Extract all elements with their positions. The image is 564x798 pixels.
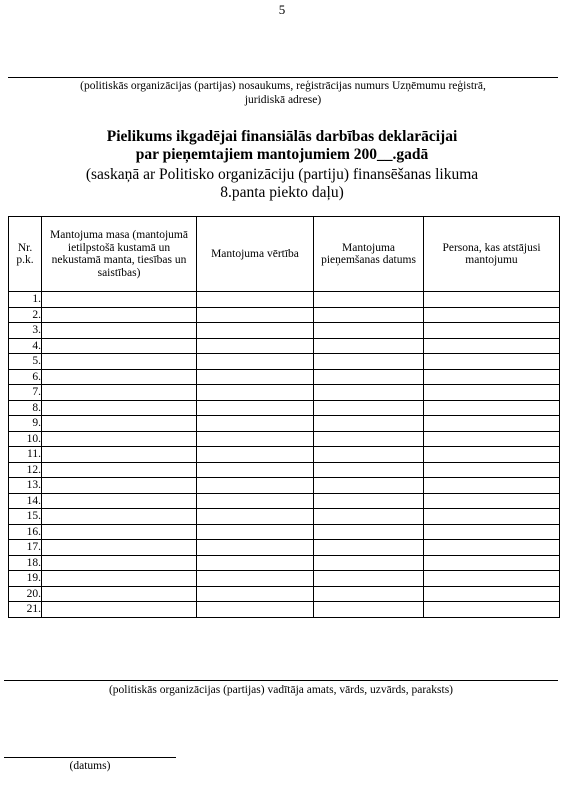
date-cell — [314, 602, 424, 618]
person-cell — [424, 338, 560, 354]
header-inheritance-mass: Mantojuma masa (mantojumā ietilpstošā kustamā un nekustamā manta, tiesības un saistības) — [42, 217, 197, 292]
person-cell — [424, 400, 560, 416]
table-row — [9, 416, 560, 432]
person-cell — [424, 447, 560, 463]
document-title — [0, 128, 564, 164]
table-row — [9, 354, 560, 370]
person-cell — [424, 416, 560, 432]
page-number: 5 — [278, 2, 286, 17]
table-row — [9, 586, 560, 602]
mass-cell — [42, 400, 197, 416]
mass-cell — [42, 524, 197, 540]
mass-cell — [42, 540, 197, 556]
date-line — [4, 757, 176, 758]
date-cell — [314, 540, 424, 556]
mass-cell — [42, 323, 197, 339]
row-number: 12. — [9, 462, 42, 478]
subtitle-line1: (saskaņā ar Politisko organizāciju (partiju) finansēšanas likuma — [85, 166, 479, 183]
mass-cell — [42, 462, 197, 478]
row-number: 2. — [9, 307, 42, 323]
mass-cell — [42, 447, 197, 463]
row-number: 9. — [9, 416, 42, 432]
row-number: 18. — [9, 555, 42, 571]
value-cell — [197, 478, 314, 494]
row-number: 1. — [9, 292, 42, 308]
table-row — [9, 431, 560, 447]
row-number: 8. — [9, 400, 42, 416]
person-cell — [424, 571, 560, 587]
date-cell — [314, 431, 424, 447]
value-cell — [197, 307, 314, 323]
row-number: 5. — [9, 354, 42, 370]
row-number: 19. — [9, 571, 42, 587]
document-subtitle — [0, 166, 564, 202]
date-cell — [314, 385, 424, 401]
date-cell — [314, 307, 424, 323]
value-cell — [197, 369, 314, 385]
table-row — [9, 369, 560, 385]
person-cell — [424, 540, 560, 556]
mass-cell — [42, 354, 197, 370]
mass-cell — [42, 571, 197, 587]
value-cell — [197, 292, 314, 308]
mass-cell — [42, 416, 197, 432]
value-cell — [197, 509, 314, 525]
row-number: 7. — [9, 385, 42, 401]
person-cell — [424, 524, 560, 540]
org-caption — [8, 79, 558, 107]
person-cell — [424, 292, 560, 308]
row-number: 15. — [9, 509, 42, 525]
person-cell — [424, 369, 560, 385]
date-cell — [314, 369, 424, 385]
row-number: 14. — [9, 493, 42, 509]
value-cell — [197, 493, 314, 509]
person-cell — [424, 323, 560, 339]
date-cell — [314, 354, 424, 370]
date-cell — [314, 493, 424, 509]
header-inheritance-value: Mantojuma vērtība — [197, 217, 314, 292]
value-cell — [197, 462, 314, 478]
table-row — [9, 493, 560, 509]
person-cell — [424, 509, 560, 525]
mass-cell — [42, 385, 197, 401]
date-caption: (datums) — [69, 760, 111, 772]
date-cell — [314, 323, 424, 339]
date-cell — [314, 400, 424, 416]
row-number: 20. — [9, 586, 42, 602]
table-row — [9, 292, 560, 308]
person-cell — [424, 602, 560, 618]
date-cell — [314, 478, 424, 494]
date-cell — [314, 462, 424, 478]
date-cell — [314, 524, 424, 540]
person-cell — [424, 354, 560, 370]
table-row — [9, 338, 560, 354]
date-cell — [314, 571, 424, 587]
mass-cell — [42, 431, 197, 447]
date-cell — [314, 555, 424, 571]
table-row — [9, 447, 560, 463]
mass-cell — [42, 586, 197, 602]
date-cell — [314, 416, 424, 432]
row-number: 13. — [9, 478, 42, 494]
value-cell — [197, 447, 314, 463]
header-person: Persona, kas atstājusi mantojumu — [424, 217, 560, 292]
table-row — [9, 478, 560, 494]
value-cell — [197, 354, 314, 370]
value-cell — [197, 385, 314, 401]
value-cell — [197, 323, 314, 339]
value-cell — [197, 416, 314, 432]
person-cell — [424, 493, 560, 509]
value-cell — [197, 571, 314, 587]
date-cell — [314, 447, 424, 463]
value-cell — [197, 555, 314, 571]
person-cell — [424, 586, 560, 602]
table-row — [9, 400, 560, 416]
date-cell — [314, 586, 424, 602]
value-cell — [197, 524, 314, 540]
header-nr: Nr. p.k. — [9, 217, 42, 292]
row-number: 11. — [9, 447, 42, 463]
row-number: 4. — [9, 338, 42, 354]
title-line2: par pieņemtajiem mantojumiem 200__.gadā — [135, 146, 429, 163]
table-row — [9, 540, 560, 556]
date-cell — [314, 509, 424, 525]
inheritance-table — [8, 216, 560, 618]
value-cell — [197, 431, 314, 447]
table-row — [9, 385, 560, 401]
table-row — [9, 524, 560, 540]
row-number: 21. — [9, 602, 42, 618]
value-cell — [197, 540, 314, 556]
table-row — [9, 602, 560, 618]
mass-cell — [42, 338, 197, 354]
person-cell — [424, 478, 560, 494]
row-number: 3. — [9, 323, 42, 339]
value-cell — [197, 338, 314, 354]
table-row — [9, 571, 560, 587]
person-cell — [424, 555, 560, 571]
value-cell — [197, 400, 314, 416]
mass-cell — [42, 478, 197, 494]
table-row — [9, 307, 560, 323]
value-cell — [197, 602, 314, 618]
table-row — [9, 509, 560, 525]
mass-cell — [42, 369, 197, 385]
org-caption-line1: (politiskās organizācijas (partijas) nosaukums, reģistrācijas numurs Uzņēmumu reģistrā, — [80, 80, 486, 92]
mass-cell — [42, 555, 197, 571]
person-cell — [424, 431, 560, 447]
mass-cell — [42, 602, 197, 618]
mass-cell — [42, 509, 197, 525]
value-cell — [197, 586, 314, 602]
row-number: 17. — [9, 540, 42, 556]
mass-cell — [42, 493, 197, 509]
org-name-line — [8, 77, 558, 78]
table-body — [9, 292, 560, 618]
table-row — [9, 555, 560, 571]
date-cell — [314, 292, 424, 308]
row-number: 6. — [9, 369, 42, 385]
leader-caption: (politiskās organizācijas (partijas) vadītāja amats, vārds, uzvārds, paraksts) — [108, 684, 454, 696]
subtitle-line2: 8.panta piekto daļu) — [220, 184, 344, 201]
mass-cell — [42, 292, 197, 308]
mass-cell — [42, 307, 197, 323]
table-row — [9, 462, 560, 478]
leader-signature-line — [4, 680, 558, 681]
table-row — [9, 323, 560, 339]
person-cell — [424, 462, 560, 478]
date-cell — [314, 338, 424, 354]
header-acceptance-date: Mantojuma pieņemšanas datums — [314, 217, 424, 292]
table-header-row — [9, 217, 560, 292]
title-line1: Pielikums ikgadējai finansiālās darbības deklarācijai — [106, 128, 458, 145]
row-number: 10. — [9, 431, 42, 447]
person-cell — [424, 385, 560, 401]
org-caption-line2: juridiskā adrese) — [244, 94, 322, 106]
row-number: 16. — [9, 524, 42, 540]
person-cell — [424, 307, 560, 323]
